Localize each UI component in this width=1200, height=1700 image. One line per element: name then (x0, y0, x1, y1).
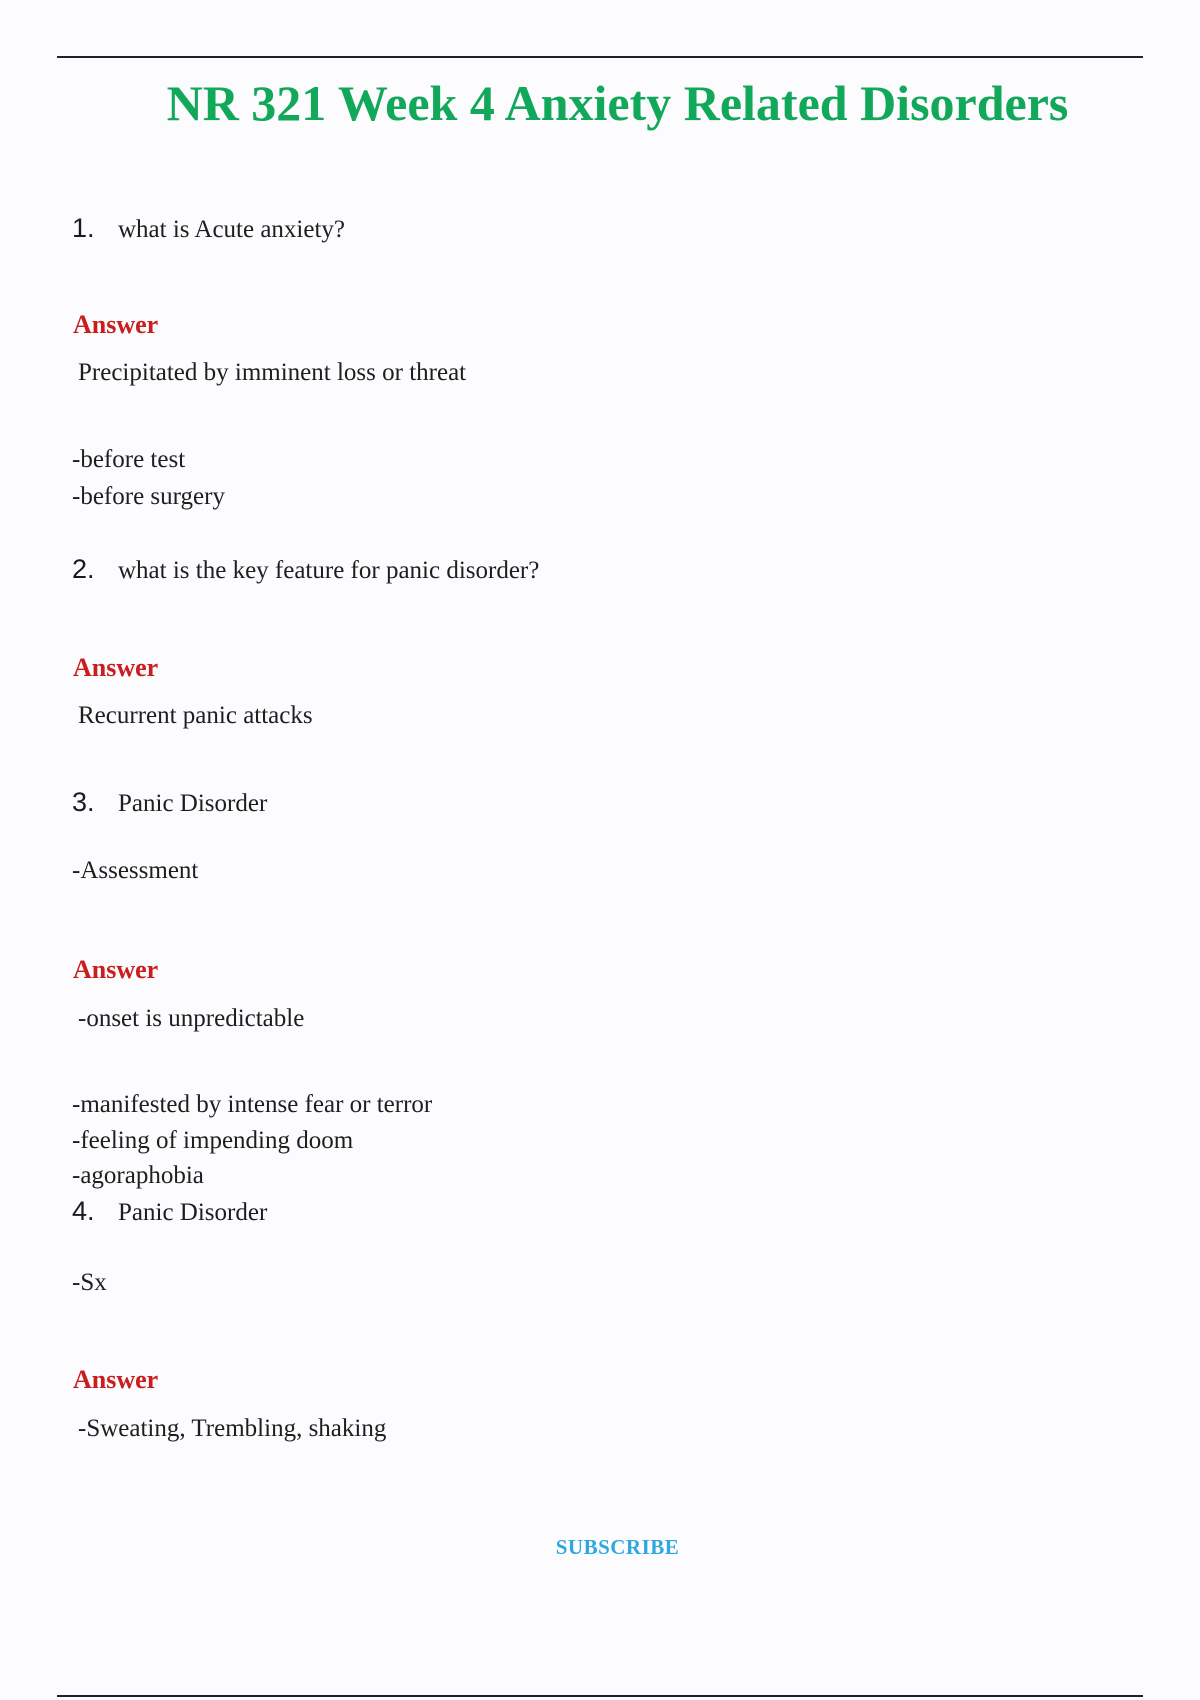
answer-text: Recurrent panic attacks (78, 702, 313, 729)
question-number: 4. (72, 1196, 95, 1226)
answer-text: -onset is unpredictable (78, 1005, 305, 1032)
question-number: 1. (72, 213, 95, 243)
answer-detail: -agoraphobia (72, 1162, 204, 1189)
answer-text: Precipitated by imminent loss or threat (78, 359, 467, 386)
answer-detail: -before test (72, 446, 186, 473)
answer-label: Answer (73, 1365, 159, 1394)
question-text: what is the key feature for panic disorder? (118, 557, 540, 584)
answer-label: Answer (73, 310, 159, 339)
top-rule (57, 56, 1143, 58)
question-subtext: -Sx (72, 1269, 107, 1296)
question-2 (72, 551, 539, 587)
question-number: 2. (72, 554, 95, 584)
question-text: Panic Disorder (118, 1199, 268, 1226)
question-number: 3. (72, 787, 95, 817)
question-1 (72, 210, 345, 246)
question-text: Panic Disorder (118, 790, 268, 817)
page-title: NR 321 Week 4 Anxiety Related Disorders (166, 75, 1069, 131)
question-subtext: -Assessment (72, 857, 199, 884)
subscribe-link[interactable]: SUBSCRIBE (555, 1535, 680, 1559)
answer-label: Answer (73, 955, 159, 984)
answer-text: -Sweating, Trembling, shaking (78, 1415, 387, 1442)
question-text: what is Acute anxiety? (118, 216, 346, 243)
answer-detail: -manifested by intense fear or terror (72, 1091, 433, 1118)
question-3 (72, 784, 267, 820)
bottom-rule (57, 1695, 1143, 1697)
question-4 (72, 1193, 267, 1229)
answer-detail: -before surgery (72, 483, 225, 510)
answer-detail: -feeling of impending doom (72, 1127, 354, 1154)
answer-label: Answer (73, 653, 159, 682)
